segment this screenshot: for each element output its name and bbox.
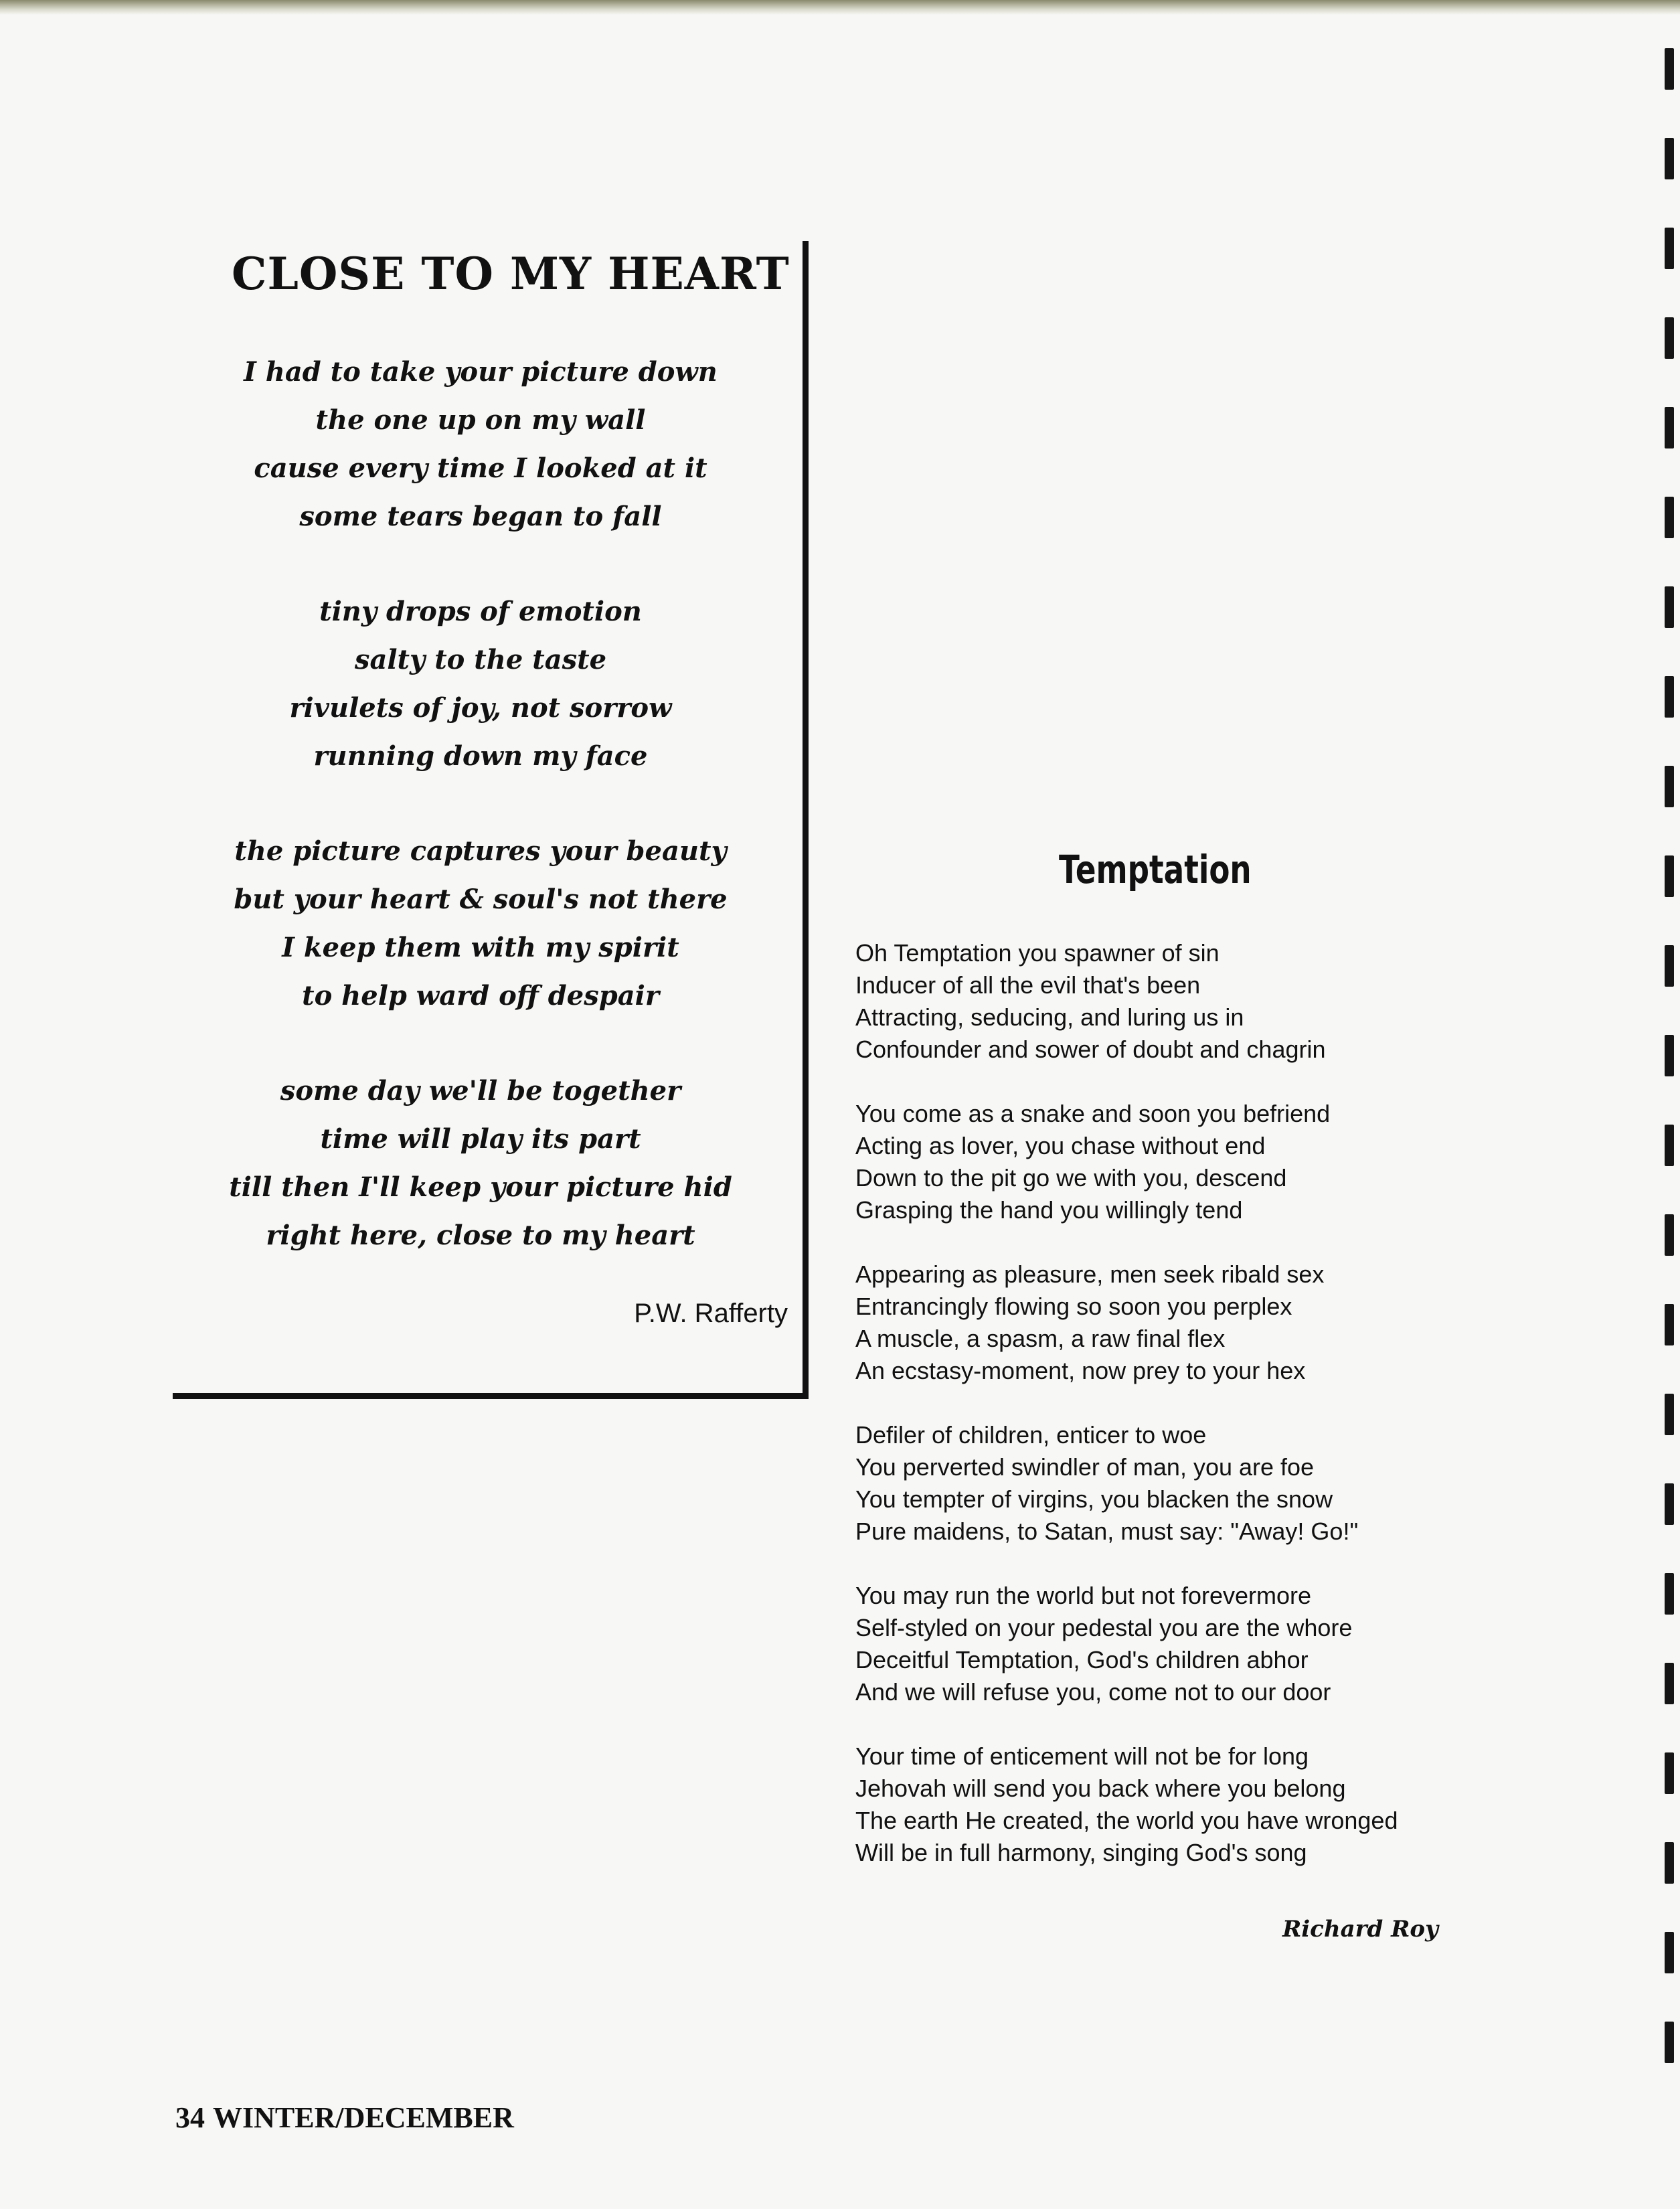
poem-line: till then I'll keep your picture hid (229, 1171, 732, 1203)
poem-line: running down my face (313, 740, 648, 772)
binding-hole (1665, 1663, 1674, 1704)
poem-stanza (213, 348, 748, 541)
spiral-binding (1665, 0, 1680, 2209)
poem-line: A muscle, a spasm, a raw final flex (855, 1325, 1226, 1352)
poem-line: to help ward off despair (302, 980, 659, 1011)
poem-line: Inducer of all the evil that's been (855, 971, 1201, 999)
poem-stanza (213, 1067, 748, 1260)
poem-line: Entrancingly flowing so soon you perplex (855, 1293, 1292, 1320)
binding-hole (1665, 855, 1674, 897)
poem-stanza (855, 1740, 1525, 1869)
poem-line: the one up on my wall (315, 404, 646, 436)
poem-line: but your heart & soul's not there (234, 884, 728, 915)
poem-line: Deceitful Temptation, God's children abhor (855, 1646, 1309, 1673)
binding-hole (1665, 1483, 1674, 1525)
poem-line: An ecstasy-moment, now prey to your hex (855, 1357, 1306, 1384)
poem-line: Defiler of children, enticer to woe (855, 1421, 1207, 1449)
close-to-my-heart-box (173, 241, 809, 1399)
poem-line: some day we'll be together (280, 1075, 681, 1107)
poem-line: You tempter of virgins, you blacken the snow (855, 1485, 1333, 1513)
page-footer (175, 2101, 514, 2135)
binding-hole (1665, 1394, 1674, 1435)
binding-hole (1665, 1125, 1674, 1166)
temptation-author: Richard Roy (1282, 1916, 1438, 1943)
binding-hole (1665, 945, 1674, 987)
poem-line: rivulets of joy, not sorrow (289, 692, 672, 724)
binding-hole (1665, 317, 1674, 359)
page-top-edge (0, 0, 1680, 15)
poem-stanza (855, 1258, 1525, 1387)
poem-author: P.W. Rafferty (634, 1299, 788, 1328)
binding-hole (1665, 138, 1674, 179)
binding-hole (1665, 48, 1674, 90)
binding-hole (1665, 497, 1674, 538)
poem-stanza (855, 1580, 1525, 1708)
poem-line: I had to take your picture down (244, 356, 718, 388)
binding-hole (1665, 1842, 1674, 1884)
poem-line: the picture captures your beauty (234, 835, 727, 867)
poem-line: I keep them with my spirit (282, 932, 679, 963)
poem-body (213, 348, 748, 1307)
poem-title: CLOSE TO MY HEART (232, 248, 790, 300)
poem-line: You may run the world but not forevermore (855, 1582, 1312, 1609)
poem-line: salty to the taste (354, 644, 607, 675)
poem-stanza (213, 588, 748, 781)
poem-line: Appearing as pleasure, men seek ribald sex (855, 1260, 1325, 1288)
poem-line: Attracting, seducing, and luring us in (855, 1003, 1244, 1031)
binding-hole (1665, 586, 1674, 628)
poem-line: cause every time I looked at it (254, 453, 707, 484)
poem-line: Grasping the hand you willingly tend (855, 1196, 1243, 1224)
poem-line: Your time of enticement will not be for long (855, 1742, 1309, 1770)
binding-hole (1665, 1573, 1674, 1615)
poem-line: Oh Temptation you spawner of sin (855, 939, 1220, 967)
poem-line: time will play its part (320, 1123, 641, 1155)
binding-hole (1665, 1304, 1674, 1345)
poem-line: Jehovah will send you back where you belong (855, 1775, 1346, 1802)
binding-hole (1665, 1932, 1674, 1973)
binding-hole (1665, 1035, 1674, 1076)
temptation-body (855, 937, 1525, 1901)
poem-line: The earth He created, the world you have wronged (855, 1807, 1398, 1834)
poem-line: tiny drops of emotion (319, 596, 642, 627)
poem-line: some tears began to fall (299, 501, 662, 532)
poem-line: You perverted swindler of man, you are foe (855, 1453, 1315, 1481)
binding-hole (1665, 228, 1674, 269)
poem-line: right here, close to my heart (266, 1220, 695, 1251)
binding-hole (1665, 1752, 1674, 1794)
poem-stanza (213, 827, 748, 1020)
poem-line: Pure maidens, to Satan, must say: "Away! Go!" (855, 1518, 1359, 1545)
binding-hole (1665, 2022, 1674, 2063)
poem-line: Down to the pit go we with you, descend (855, 1164, 1287, 1192)
poem-stanza (855, 1419, 1525, 1548)
poem-line: Acting as lover, you chase without end (855, 1132, 1266, 1159)
page-number: 34 (175, 2101, 205, 2134)
poem-stanza (855, 1098, 1525, 1226)
poem-line: And we will refuse you, come not to our door (855, 1678, 1331, 1706)
binding-hole (1665, 766, 1674, 807)
poem-line: Confounder and sower of doubt and chagrin (855, 1036, 1326, 1063)
issue-label: WINTER/DECEMBER (213, 2101, 514, 2134)
temptation-title: Temptation (1059, 847, 1252, 892)
binding-hole (1665, 1214, 1674, 1256)
poem-stanza (855, 937, 1525, 1066)
poem-line: Self-styled on your pedestal you are the whore (855, 1614, 1353, 1641)
binding-hole (1665, 676, 1674, 718)
poem-line: You come as a snake and soon you befriend (855, 1100, 1331, 1127)
poem-line: Will be in full harmony, singing God's song (855, 1839, 1307, 1866)
binding-hole (1665, 407, 1674, 448)
